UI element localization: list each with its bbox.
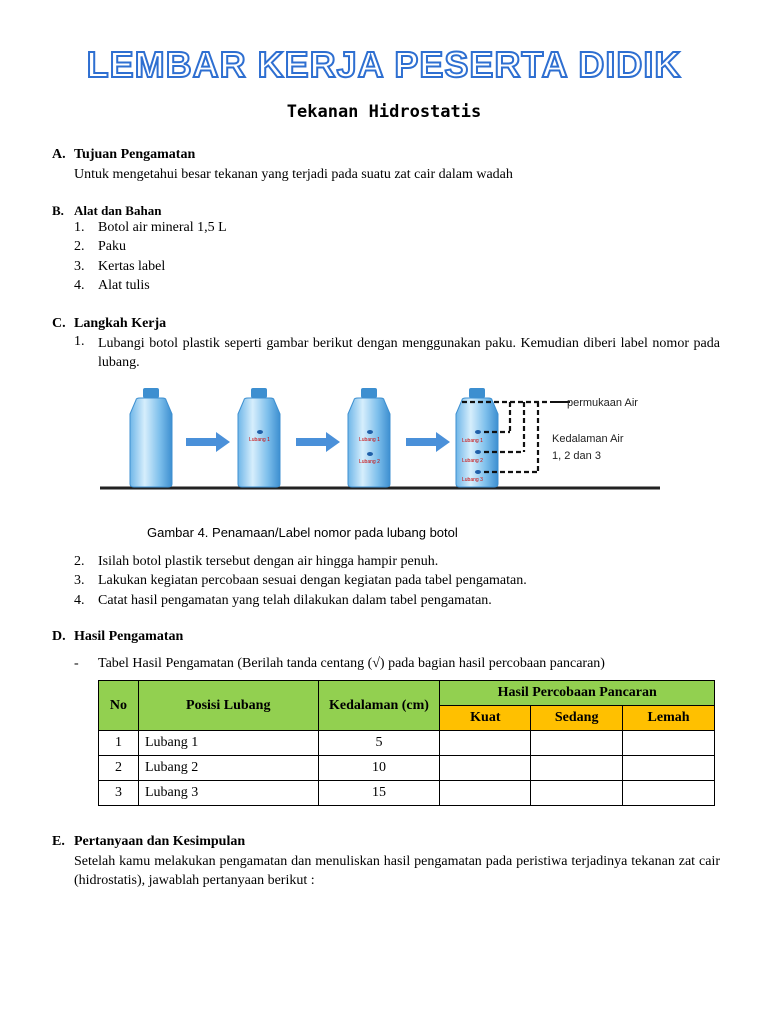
list-item-number: 2. (74, 239, 85, 255)
list-item (74, 237, 227, 256)
bottle-2 (238, 388, 280, 487)
cell-sedang[interactable] (531, 731, 623, 756)
section-a-text: Untuk mengetahui besar tekanan yang terjadi pada suatu zat cair dalam wadah (74, 167, 513, 182)
worksheet-subtitle: Tekanan Hidrostatis (286, 102, 482, 122)
worksheet-banner: LEMBAR KERJA PESERTA DIDIK (86, 44, 682, 85)
header-no: No (99, 681, 139, 731)
section-a-heading (52, 147, 195, 163)
header-kedalaman: Kedalaman (cm) (318, 681, 440, 731)
cell-lemah[interactable] (623, 781, 715, 806)
list-item-text: Kertas label (98, 258, 166, 274)
list-item-text: Isilah botol plastik tersebut dengan air hingga hampir penuh. (98, 554, 439, 569)
observation-table (98, 680, 715, 806)
section-c-letter: C. (52, 316, 66, 331)
step-1-number: 1. (74, 334, 85, 349)
cell-kedalaman: 15 (318, 781, 440, 806)
section-b-heading (52, 203, 161, 219)
cell-posisi: Lubang 1 (138, 731, 318, 756)
section-c-heading (52, 316, 166, 332)
cell-kedalaman: 5 (318, 731, 440, 756)
list-item-text: Paku (98, 239, 126, 255)
surface-label: permukaan Air (567, 397, 638, 409)
cell-lemah[interactable] (623, 756, 715, 781)
figure-caption: Gambar 4. Penamaan/Label nomor pada lubang botol (147, 525, 458, 540)
list-item (74, 257, 227, 276)
section-d-heading (52, 629, 183, 645)
list-item (74, 571, 527, 590)
list-item (74, 218, 227, 237)
section-d-dash: - (74, 656, 79, 671)
hole-mark (475, 450, 481, 454)
section-b-title: Alat dan Bahan (74, 203, 162, 218)
bottle-1 (130, 388, 172, 487)
hole-label-2: Lubang 2 (359, 459, 380, 465)
arrow-icon (406, 432, 450, 452)
cell-sedang[interactable] (531, 756, 623, 781)
hole-label-2: Lubang 2 (462, 458, 483, 464)
hole-label-1: Lubang 1 (462, 438, 483, 444)
section-e-text: Setelah kamu melakukan pengamatan dan menuliskan hasil pengamatan pada peristiwa terjadinya tekanan zat cair (hidrostatis), jawablah pertanyaan berikut : (74, 854, 720, 888)
table-row (99, 781, 715, 806)
cell-kuat[interactable] (440, 731, 531, 756)
cell-kuat[interactable] (440, 781, 531, 806)
hole-mark (367, 430, 373, 434)
header-kuat: Kuat (440, 706, 531, 731)
table-row (99, 756, 715, 781)
list-item-text: Catat hasil pengamatan yang telah dilakukan dalam tabel pengamatan. (98, 592, 492, 608)
section-b-letter: B. (52, 203, 64, 218)
list-item-number: 1. (74, 220, 85, 235)
list-item-text: Lakukan kegiatan percobaan sesuai dengan kegiatan pada tabel pengamatan. (98, 573, 527, 589)
list-item-number: 4. (74, 277, 85, 293)
depth-label-2: 1, 2 dan 3 (552, 450, 601, 462)
hole-label-1: Lubang 1 (359, 437, 380, 443)
step-1-text: Lubangi botol plastik seperti gambar berikut dengan menggunakan paku. Kemudian diberi label nomor pada lubang. (98, 336, 720, 370)
section-d-text: Tabel Hasil Pengamatan (Berilah tanda centang (√) pada bagian hasil percobaan pancaran) (98, 656, 605, 671)
table-row (99, 731, 715, 756)
cell-posisi: Lubang 2 (138, 756, 318, 781)
hole-mark (475, 470, 481, 474)
hole-mark (257, 430, 263, 434)
list-item-number: 3. (74, 573, 85, 589)
cell-no: 2 (99, 756, 139, 781)
bottle-3 (348, 388, 390, 487)
list-item (74, 276, 227, 295)
section-e-letter: E. (52, 834, 65, 849)
arrow-icon (186, 432, 230, 452)
cell-lemah[interactable] (623, 731, 715, 756)
section-d-title: Hasil Pengamatan (74, 629, 184, 644)
header-sedang: Sedang (531, 706, 623, 731)
list-item-text: Botol air mineral 1,5 L (98, 220, 227, 235)
section-d-letter: D. (52, 629, 66, 644)
bottle-figure (100, 384, 660, 496)
cell-sedang[interactable] (531, 781, 623, 806)
header-hasil: Hasil Percobaan Pancaran (440, 681, 715, 706)
header-posisi: Posisi Lubang (138, 681, 318, 731)
hole-mark (475, 430, 481, 434)
list-item (74, 591, 527, 610)
depth-label-1: Kedalaman Air (552, 433, 624, 445)
section-e-title: Pertanyaan dan Kesimpulan (74, 834, 246, 849)
list-item-number: 2. (74, 554, 85, 569)
list-item-number: 4. (74, 592, 85, 608)
hole-label-1: Lubang 1 (249, 437, 270, 443)
tools-list (74, 218, 227, 295)
steps-list (74, 552, 527, 610)
hole-label-3: Lubang 3 (462, 477, 483, 483)
section-e-heading (52, 834, 245, 850)
cell-no: 3 (99, 781, 139, 806)
cell-kedalaman: 10 (318, 756, 440, 781)
section-c-title: Langkah Kerja (74, 316, 167, 331)
header-lemah: Lemah (623, 706, 715, 731)
section-a-title: Tujuan Pengamatan (74, 147, 196, 162)
hole-mark (367, 452, 373, 456)
list-item-text: Alat tulis (98, 277, 150, 293)
arrow-icon (296, 432, 340, 452)
cell-posisi: Lubang 3 (138, 781, 318, 806)
cell-kuat[interactable] (440, 756, 531, 781)
section-a-letter: A. (52, 147, 66, 162)
list-item-number: 3. (74, 258, 85, 274)
cell-no: 1 (99, 731, 139, 756)
list-item (74, 552, 527, 571)
